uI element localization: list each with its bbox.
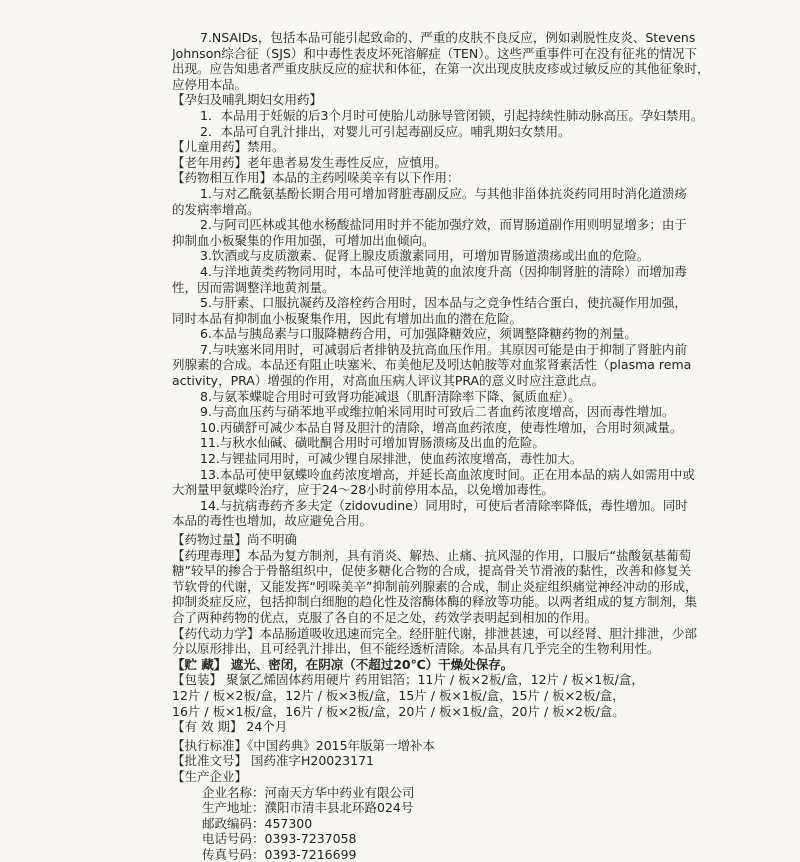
interaction-line: 8.与氨苯蝶啶合用时可致肾功能减退（肌酐清除率下降、氮质血症）。 [200, 388, 581, 404]
adverse-line: 7.NSAIDs，包括本品可能引起致命的、严重的皮肤不良反应，例如剥脱性皮炎、Stevens [200, 30, 696, 45]
pharmacokinetics-line: 【药代动力学】本品肠道吸收迅速而完全。经肝脏代谢，排泄甚速，可以经肾、胆汁排泄，少部 [172, 625, 698, 641]
interaction-line: 13.本品可使甲氨蝶呤血药浓度增高，并延长高血浓度时间。正在用本品的病人如需用中或 [200, 466, 695, 482]
adverse-line: 出现。应告知患者严重皮肤反应的症状和体征，在第一次出现皮肤皮疹或过敏反应的其他征象时， [172, 61, 710, 77]
pregnancy-heading: 【孕妇及哺乳期妇女用药】 [172, 92, 323, 108]
company-address: 生产地址：濮阳市清丰县北环路024号 [202, 800, 414, 816]
interaction-line: 列腺素的合成。本品还有阻止呋塞米、布美他尼及吲达帕胺等对血浆肾素活性（plasma rema [172, 357, 692, 373]
adverse-line: 应停用本品。 [172, 76, 248, 92]
company-fax: 传真号码：0393-7216699 [202, 846, 357, 862]
interaction-line: 14.与抗病毒药齐多夫定（zidovudine）同用时，可使后者清除率降低，毒性增加。同时 [200, 497, 688, 513]
interaction-line: 9.与高血压药与硝苯地平或维拉帕米同用时可致后二者血药浓度增高，因而毒性增加。 [200, 404, 675, 420]
interaction-line: 同时本品有抑制血小板聚集作用，因此有增加出血的潜在危险。 [172, 310, 523, 326]
overdose-section: 【药物过量】尚不明确 [172, 532, 298, 547]
storage-section: 【贮 藏】 遮光、密闭，在阴凉（不超过20℃）干燥处保存。 [172, 656, 514, 672]
toxicology-line: 【药理毒理】本品为复方制剂，具有消炎、解热、止痛、抗风湿的作用，口服后“盐酸氨基葡萄 [172, 547, 691, 563]
interaction-line: 4.与洋地黄类药物同用时，本品可使洋地黄的血浓度升高（因抑制肾脏的清除）而增加毒 [200, 263, 687, 279]
children-section: 【儿童用药】禁用。 [172, 139, 285, 155]
toxicology-line: 糖”较早的掺合于骨骼组织中，促使多糖化合物的合成，提高骨关节滑液的黏性，改善和修复关 [172, 563, 691, 579]
interaction-line: 11.与秋水仙碱、磺吡酮合用时可增加胃肠溃疡及出血的危险。 [200, 435, 545, 451]
manufacturer-section [172, 769, 750, 862]
interaction-line: 6.本品与胰岛素与口服降糖药合用，可加强降糖效应，须调整降糖药物的剂量。 [200, 326, 637, 342]
interaction-line: 10.丙磺舒可减少本品自肾及胆汁的清除，增高血药浓度，使毒性增加，合用时须减量。 [200, 419, 683, 435]
standard-section: 【执行标准】《中国药典》2015年版第一增补本 [172, 737, 436, 753]
interaction-line: 性，因而需调整洋地黄剂量。 [172, 279, 335, 295]
interaction-line: 2.与阿司匹林或其他水杨酸盐同用时并不能加强疗效，而胃肠道副作用则明显增多；由于 [200, 217, 687, 233]
company-phone: 电话号码：0393-7237058 [202, 831, 357, 847]
interaction-line: 3.饮酒或与皮质激素、促肾上腺皮质激素同用，可增加胃肠道溃疡或出血的危险。 [200, 248, 650, 264]
package-line: 【包装】 聚氯乙烯固体药用硬片 药用铝箔；11片 / 板×2板/盒，12片 / 板×1板/盒， [172, 672, 644, 688]
manufacturer-heading: 【生产企业】 [172, 768, 248, 784]
pregnancy-section [172, 92, 750, 139]
interactions-heading: 【药物相互作用】本品的主药吲哚美辛有以下作用： [172, 170, 460, 186]
toxicology-text [172, 548, 750, 626]
toxicology-line: 节软骨的代谢，又能发挥“吲哚美辛”抑制前列腺素的合成，制止炎症组织痛觉神经冲动的形成， [172, 578, 698, 594]
approval-section: 【批准文号】 国药准字H20023171 [172, 753, 374, 769]
interaction-line: 7.与呋塞米同用时，可减弱后者排钠及抗高血压作用。其原因可能是由于抑制了肾脏内前 [200, 341, 687, 357]
interaction-line: activity，PRA）增强的作用，对高血压病人评议其PRA的意义时应注意此点。 [172, 373, 605, 389]
interaction-line: 抑制血小板聚集的作用加强，可增加出血倾向。 [172, 232, 435, 248]
interaction-line: 12.与锂盐同用时，可减少锂自尿排泄，使血药浓度增高，毒性加大。 [200, 451, 583, 467]
company-name: 企业名称：河南天方华中药业有限公司 [202, 784, 415, 800]
toxicology-line: 合了两种药物的优点，克服了各自的不足之处，药效学表明起到相加的作用。 [172, 609, 598, 625]
toxicology-line: 抑制炎症反应，包括抑制白细胞的趋化性及溶酶体酶的释放等功能。以两者组成的复方制剂，集 [172, 594, 698, 610]
interactions-list [172, 186, 750, 529]
interaction-line: 本品的毒性也增加，故应避免合用。 [172, 513, 373, 529]
interactions-section [172, 170, 750, 529]
interaction-line: 5.与肝素、口服抗凝药及溶栓药合用时，因本品与之竞争性结合蛋白，使抗凝作用加强， [200, 295, 687, 311]
pharmacokinetics-line: 分以原形排出，且可经乳汁排出，但不能经透析清除。本品具有几乎完全的生物利用性。 [172, 641, 660, 657]
interaction-line: 大剂量甲氨蝶呤治疗，应于24～28小时前停用本品，以免增加毒性。 [172, 482, 554, 498]
interaction-line: 的发病率增高。 [172, 201, 260, 217]
pharmacokinetics-section [172, 626, 750, 657]
pregnancy-line: 1．本品用于妊娠的后3个月时可使胎儿动脉导管闭锁，引起持续性肺动脉高压。孕妇禁用。 [200, 107, 704, 123]
package-line: 12片 / 板×2板/盒，12片 / 板×3板/盒，15片 / 板×1板/盒，15片 / 板×2板/盒， [172, 687, 625, 703]
adverse-reactions-section [172, 30, 750, 92]
adverse-line: Johnson综合征（SJS）和中毒性表皮坏死溶解症（TEN）。这些严重事件可在没有征兆的情况下 [172, 45, 697, 61]
pharmacokinetics-text [172, 626, 750, 657]
validity-section: 【有 效 期】 24个月 [172, 719, 288, 735]
package-line: 16片 / 板×1板/盒，16片 / 板×2板/盒，20片 / 板×1板/盒，20片 / 板×2板/盒。 [172, 703, 625, 719]
company-postcode: 邮政编码：457300 [202, 815, 313, 831]
toxicology-section [172, 548, 750, 626]
elderly-section: 【老年用药】老年患者易发生毒性反应，应慎用。 [172, 154, 448, 170]
interaction-line: 1.与对乙酰氨基酚长期合用可增加肾脏毒副反应。与其他非甾体抗炎药同用时消化道溃疡 [200, 185, 687, 201]
pregnancy-line: 2．本品可自乳汁排出，对婴儿可引起毒副反应。哺乳期妇女禁用。 [200, 123, 571, 139]
package-section [172, 672, 750, 719]
